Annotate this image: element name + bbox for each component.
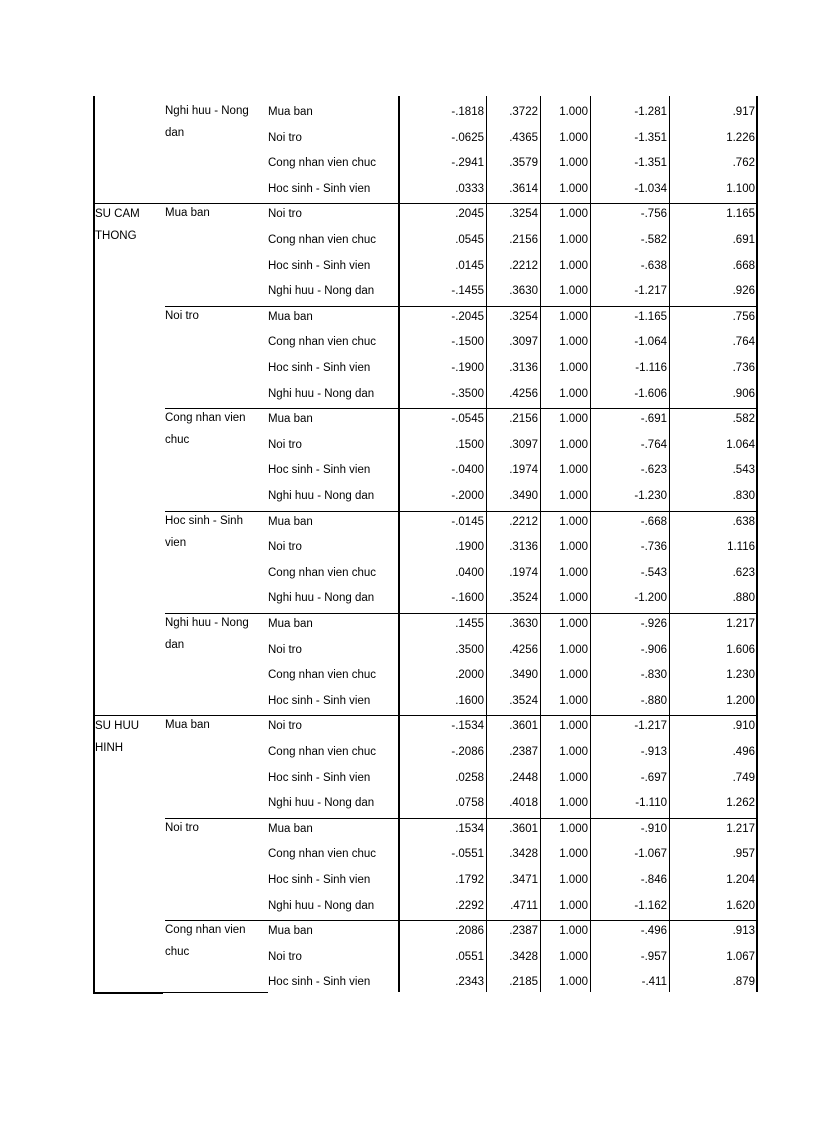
lower-bound-cell: -1.116 — [635, 362, 667, 374]
table-bottom-border — [163, 992, 268, 993]
std-error-cell: .4256 — [509, 387, 538, 400]
mean-difference-cell: .1900 — [455, 541, 484, 554]
lower-bound-cell: -.830 — [640, 669, 667, 682]
upper-bound-cell: 1.620 — [726, 899, 755, 912]
std-error-cell: .3254 — [509, 208, 538, 221]
lower-bound-cell: -.764 — [640, 438, 667, 451]
sig-cell: 1.000 — [559, 771, 588, 784]
sig-cell: 1.000 — [559, 822, 588, 835]
lower-bound-cell: -.582 — [640, 234, 667, 246]
sig-cell: 1.000 — [559, 182, 588, 195]
comparison-group-cell: Noi tro — [268, 720, 302, 733]
std-error-cell: .2185 — [509, 976, 538, 989]
mean-difference-cell: .2343 — [455, 976, 484, 989]
lower-bound-cell: -1.064 — [634, 336, 667, 349]
group-label: SU CAM THONG — [95, 208, 140, 243]
lower-bound-cell: -1.162 — [634, 899, 667, 912]
comparison-group-cell: Noi tro — [268, 208, 302, 221]
comparison-group-cell: Noi tro — [268, 541, 302, 554]
mean-difference-cell: .0551 — [455, 950, 484, 963]
std-error-cell: .2212 — [509, 515, 538, 528]
std-error-cell: .3097 — [509, 438, 538, 451]
mean-difference-cell: -.2941 — [451, 157, 484, 170]
lower-bound-cell: -1.606 — [634, 387, 667, 400]
upper-bound-cell: 1.116 — [727, 541, 755, 554]
mean-difference-cell: .1792 — [455, 874, 484, 886]
lower-bound-cell: -1.351 — [634, 131, 667, 144]
sig-cell: 1.000 — [559, 515, 588, 528]
lower-bound-cell: -1.067 — [634, 848, 667, 861]
block-separator — [165, 408, 758, 409]
mean-difference-cell: .3500 — [455, 643, 484, 656]
block-separator — [165, 818, 758, 819]
comparison-group-cell: Mua ban — [268, 106, 313, 118]
comparison-group-cell: Cong nhan vien chuc — [268, 566, 377, 579]
std-error-cell: .1974 — [509, 566, 538, 579]
lower-bound-cell: -1.200 — [634, 592, 667, 605]
lower-bound-cell: -.880 — [640, 694, 667, 707]
comparison-group-cell: Hoc sinh - Sinh vien — [268, 464, 371, 477]
lower-bound-cell: -.913 — [640, 746, 667, 758]
column-divider — [756, 96, 758, 992]
sig-cell: 1.000 — [559, 746, 588, 758]
mean-difference-cell: -.1818 — [451, 106, 484, 118]
sig-cell: 1.000 — [559, 950, 588, 963]
std-error-cell: .3524 — [509, 694, 538, 707]
sig-cell: 1.000 — [559, 310, 588, 323]
std-error-cell: .4365 — [509, 131, 538, 144]
std-error-cell: .4018 — [509, 797, 538, 810]
column-divider — [669, 96, 670, 992]
std-error-cell: .2156 — [509, 234, 538, 246]
column-divider — [590, 96, 591, 992]
std-error-cell: .3428 — [509, 848, 538, 861]
std-error-cell: .2212 — [509, 259, 538, 272]
lower-bound-cell: -1.281 — [634, 106, 667, 118]
comparison-group-cell: Nghi huu - Nong dan — [268, 490, 375, 502]
column-divider — [540, 96, 541, 992]
comparison-group-cell: Noi tro — [268, 438, 302, 451]
upper-bound-cell: .582 — [732, 413, 755, 426]
lower-bound-cell: -.697 — [640, 771, 667, 784]
mean-difference-cell: .0145 — [455, 259, 484, 272]
block-label: Mua ban — [165, 207, 210, 220]
comparison-group-cell: Nghi huu - Nong dan — [268, 387, 375, 400]
lower-bound-cell: -1.351 — [634, 157, 667, 170]
mean-difference-cell: .1455 — [455, 618, 484, 630]
comparison-group-cell: Nghi huu - Nong dan — [268, 797, 375, 810]
sig-cell: 1.000 — [559, 208, 588, 221]
sig-cell: 1.000 — [559, 694, 588, 707]
block-separator — [165, 511, 758, 512]
upper-bound-cell: 1.217 — [726, 822, 755, 835]
std-error-cell: .2448 — [509, 771, 538, 784]
lower-bound-cell: -.668 — [640, 515, 667, 528]
sig-cell: 1.000 — [559, 157, 588, 170]
comparison-group-cell: Noi tro — [268, 950, 302, 963]
mean-difference-cell: -.0145 — [451, 515, 484, 528]
comparison-group-cell: Mua ban — [268, 515, 313, 528]
sig-cell: 1.000 — [559, 541, 588, 554]
upper-bound-cell: .880 — [732, 592, 755, 605]
upper-bound-cell: 1.606 — [726, 643, 755, 656]
sig-cell: 1.000 — [559, 387, 588, 400]
sig-cell: 1.000 — [559, 720, 588, 733]
mean-difference-cell: .0258 — [455, 771, 484, 784]
std-error-cell: .3471 — [509, 874, 538, 886]
upper-bound-cell: .496 — [732, 746, 755, 758]
block-separator — [165, 920, 758, 921]
std-error-cell: .3722 — [509, 106, 538, 118]
sig-cell: 1.000 — [559, 438, 588, 451]
group-label: SU HUU HINH — [95, 720, 140, 755]
comparison-group-cell: Mua ban — [268, 310, 313, 323]
lower-bound-cell: -1.230 — [634, 490, 667, 502]
mean-difference-cell: .0545 — [455, 234, 484, 246]
std-error-cell: .3524 — [509, 592, 538, 605]
mean-difference-cell: .0333 — [455, 182, 484, 195]
mean-difference-cell: .2292 — [455, 899, 484, 912]
block-label: Noi tro — [165, 821, 199, 834]
upper-bound-cell: .638 — [732, 515, 755, 528]
mean-difference-cell: -.1455 — [451, 285, 484, 298]
upper-bound-cell: .906 — [732, 387, 755, 400]
upper-bound-cell: 1.204 — [726, 874, 755, 886]
mean-difference-cell: -.2086 — [451, 746, 484, 758]
lower-bound-cell: -.411 — [641, 976, 667, 989]
sig-cell: 1.000 — [559, 797, 588, 810]
mean-difference-cell: .2045 — [455, 208, 484, 221]
std-error-cell: .4711 — [510, 899, 538, 912]
std-error-cell: .3097 — [509, 336, 538, 349]
std-error-cell: .3630 — [509, 285, 538, 298]
mean-difference-cell: -.0625 — [451, 131, 484, 144]
mean-difference-cell: -.2045 — [451, 310, 484, 323]
comparison-group-cell: Cong nhan vien chuc — [268, 746, 377, 758]
upper-bound-cell: .736 — [732, 362, 755, 374]
lower-bound-cell: -.496 — [640, 925, 667, 938]
upper-bound-cell: .764 — [732, 336, 755, 349]
sig-cell: 1.000 — [559, 413, 588, 426]
sig-cell: 1.000 — [559, 874, 588, 886]
comparison-group-cell: Hoc sinh - Sinh vien — [268, 694, 371, 707]
mean-difference-cell: .1500 — [455, 438, 484, 451]
upper-bound-cell: 1.200 — [726, 694, 755, 707]
upper-bound-cell: .917 — [732, 106, 755, 118]
std-error-cell: .3136 — [509, 541, 538, 554]
sig-cell: 1.000 — [559, 285, 588, 298]
column-divider — [398, 96, 400, 992]
table-left-border — [93, 96, 95, 992]
std-error-cell: .3428 — [509, 950, 538, 963]
block-label: Cong nhan vien chuc — [165, 412, 246, 447]
mean-difference-cell: -.0545 — [451, 413, 484, 426]
lower-bound-cell: -1.217 — [634, 720, 667, 733]
comparison-group-cell: Noi tro — [268, 131, 302, 144]
comparison-group-cell: Cong nhan vien chuc — [268, 157, 377, 170]
sig-cell: 1.000 — [559, 899, 588, 912]
lower-bound-cell: -.638 — [640, 259, 667, 272]
lower-bound-cell: -1.217 — [634, 285, 667, 298]
upper-bound-cell: .910 — [732, 720, 755, 733]
sig-cell: 1.000 — [559, 464, 588, 477]
table-bottom-border — [93, 992, 163, 994]
lower-bound-cell: -.691 — [640, 413, 667, 426]
upper-bound-cell: .668 — [732, 259, 755, 272]
comparison-group-cell: Cong nhan vien chuc — [268, 848, 377, 861]
std-error-cell: .3490 — [509, 669, 538, 682]
sig-cell: 1.000 — [559, 131, 588, 144]
upper-bound-cell: 1.064 — [726, 438, 755, 451]
mean-difference-cell: -.1900 — [451, 362, 484, 374]
sig-cell: 1.000 — [559, 566, 588, 579]
comparison-group-cell: Hoc sinh - Sinh vien — [268, 771, 371, 784]
std-error-cell: .3136 — [509, 362, 538, 374]
comparison-group-cell: Nghi huu - Nong dan — [268, 592, 375, 605]
mean-difference-cell: -.0551 — [451, 848, 484, 861]
upper-bound-cell: .830 — [732, 490, 755, 502]
comparison-group-cell: Nghi huu - Nong dan — [268, 899, 375, 912]
upper-bound-cell: .762 — [732, 157, 755, 170]
std-error-cell: .3614 — [509, 182, 538, 195]
upper-bound-cell: 1.165 — [726, 208, 755, 221]
upper-bound-cell: 1.226 — [726, 131, 755, 144]
sig-cell: 1.000 — [559, 976, 588, 989]
block-separator — [165, 613, 758, 614]
mean-difference-cell: .1534 — [455, 822, 484, 835]
lower-bound-cell: -.623 — [640, 464, 667, 477]
comparison-group-cell: Cong nhan vien chuc — [268, 234, 377, 246]
lower-bound-cell: -.906 — [640, 643, 667, 656]
std-error-cell: .3254 — [509, 310, 538, 323]
sig-cell: 1.000 — [559, 336, 588, 349]
sig-cell: 1.000 — [559, 618, 588, 630]
std-error-cell: .3601 — [509, 822, 538, 835]
mean-difference-cell: .1600 — [455, 694, 484, 707]
mean-difference-cell: -.0400 — [451, 464, 484, 477]
comparison-group-cell: Mua ban — [268, 413, 313, 426]
mean-difference-cell: .0758 — [455, 797, 484, 810]
sig-cell: 1.000 — [559, 669, 588, 682]
upper-bound-cell: .879 — [732, 976, 755, 989]
lower-bound-cell: -.846 — [640, 874, 667, 886]
comparison-group-cell: Hoc sinh - Sinh vien — [268, 259, 371, 272]
std-error-cell: .1974 — [509, 464, 538, 477]
upper-bound-cell: .926 — [732, 285, 755, 298]
lower-bound-cell: -.957 — [640, 950, 667, 963]
block-label: Nghi huu - Nong dan — [165, 105, 249, 139]
upper-bound-cell: 1.100 — [726, 182, 755, 195]
std-error-cell: .2156 — [509, 413, 538, 426]
lower-bound-cell: -1.034 — [634, 182, 667, 195]
sig-cell: 1.000 — [559, 234, 588, 246]
upper-bound-cell: .623 — [732, 566, 755, 579]
sig-cell: 1.000 — [559, 490, 588, 502]
lower-bound-cell: -.926 — [640, 618, 667, 630]
std-error-cell: .2387 — [509, 925, 538, 938]
comparison-group-cell: Hoc sinh - Sinh vien — [268, 362, 371, 374]
lower-bound-cell: -.543 — [640, 566, 667, 579]
comparison-group-cell: Cong nhan vien chuc — [268, 669, 377, 682]
upper-bound-cell: .913 — [732, 925, 755, 938]
column-divider — [486, 96, 487, 992]
group-separator — [93, 715, 758, 716]
mean-difference-cell: -.1534 — [451, 720, 484, 733]
lower-bound-cell: -1.110 — [635, 797, 667, 810]
comparison-group-cell: Nghi huu - Nong dan — [268, 285, 375, 298]
block-label: Nghi huu - Nong dan — [165, 617, 249, 651]
upper-bound-cell: .749 — [732, 771, 755, 784]
mean-difference-cell: .2086 — [455, 925, 484, 938]
comparison-group-cell: Mua ban — [268, 822, 313, 835]
upper-bound-cell: 1.262 — [726, 797, 755, 810]
block-label: Hoc sinh - Sinh vien — [165, 514, 243, 549]
std-error-cell: .2387 — [509, 746, 538, 758]
lower-bound-cell: -.736 — [640, 541, 667, 554]
block-label: Cong nhan vien chuc — [165, 924, 246, 959]
mean-difference-cell: -.2000 — [451, 490, 484, 502]
std-error-cell: .3490 — [509, 490, 538, 502]
mean-difference-cell: .2000 — [455, 669, 484, 682]
upper-bound-cell: 1.217 — [726, 618, 755, 630]
upper-bound-cell: .691 — [732, 234, 755, 246]
block-separator — [165, 306, 758, 307]
comparison-group-cell: Mua ban — [268, 618, 313, 630]
sig-cell: 1.000 — [559, 848, 588, 861]
comparison-group-cell: Hoc sinh - Sinh vien — [268, 976, 371, 989]
comparison-group-cell: Mua ban — [268, 925, 313, 938]
lower-bound-cell: -.756 — [640, 208, 667, 221]
comparison-group-cell: Cong nhan vien chuc — [268, 336, 377, 349]
upper-bound-cell: 1.230 — [726, 669, 755, 682]
sig-cell: 1.000 — [559, 592, 588, 605]
std-error-cell: .4256 — [509, 643, 538, 656]
upper-bound-cell: .543 — [732, 464, 755, 477]
mean-difference-cell: .0400 — [455, 566, 484, 579]
mean-difference-cell: -.3500 — [451, 387, 484, 400]
upper-bound-cell: 1.067 — [726, 950, 755, 963]
sig-cell: 1.000 — [559, 259, 588, 272]
sig-cell: 1.000 — [559, 106, 588, 118]
sig-cell: 1.000 — [559, 643, 588, 656]
group-separator — [93, 203, 758, 204]
lower-bound-cell: -.910 — [640, 822, 667, 835]
sig-cell: 1.000 — [559, 362, 588, 374]
std-error-cell: .3601 — [509, 720, 538, 733]
comparison-group-cell: Hoc sinh - Sinh vien — [268, 874, 371, 886]
mean-difference-cell: -.1600 — [451, 592, 484, 605]
comparison-group-cell: Hoc sinh - Sinh vien — [268, 182, 371, 195]
std-error-cell: .3579 — [509, 157, 538, 170]
block-label: Mua ban — [165, 719, 210, 732]
lower-bound-cell: -1.165 — [634, 310, 667, 323]
sig-cell: 1.000 — [559, 925, 588, 938]
comparison-group-cell: Noi tro — [268, 643, 302, 656]
upper-bound-cell: .957 — [732, 848, 755, 861]
std-error-cell: .3630 — [509, 618, 538, 630]
upper-bound-cell: .756 — [732, 310, 755, 323]
mean-difference-cell: -.1500 — [451, 336, 484, 349]
block-label: Noi tro — [165, 309, 199, 322]
